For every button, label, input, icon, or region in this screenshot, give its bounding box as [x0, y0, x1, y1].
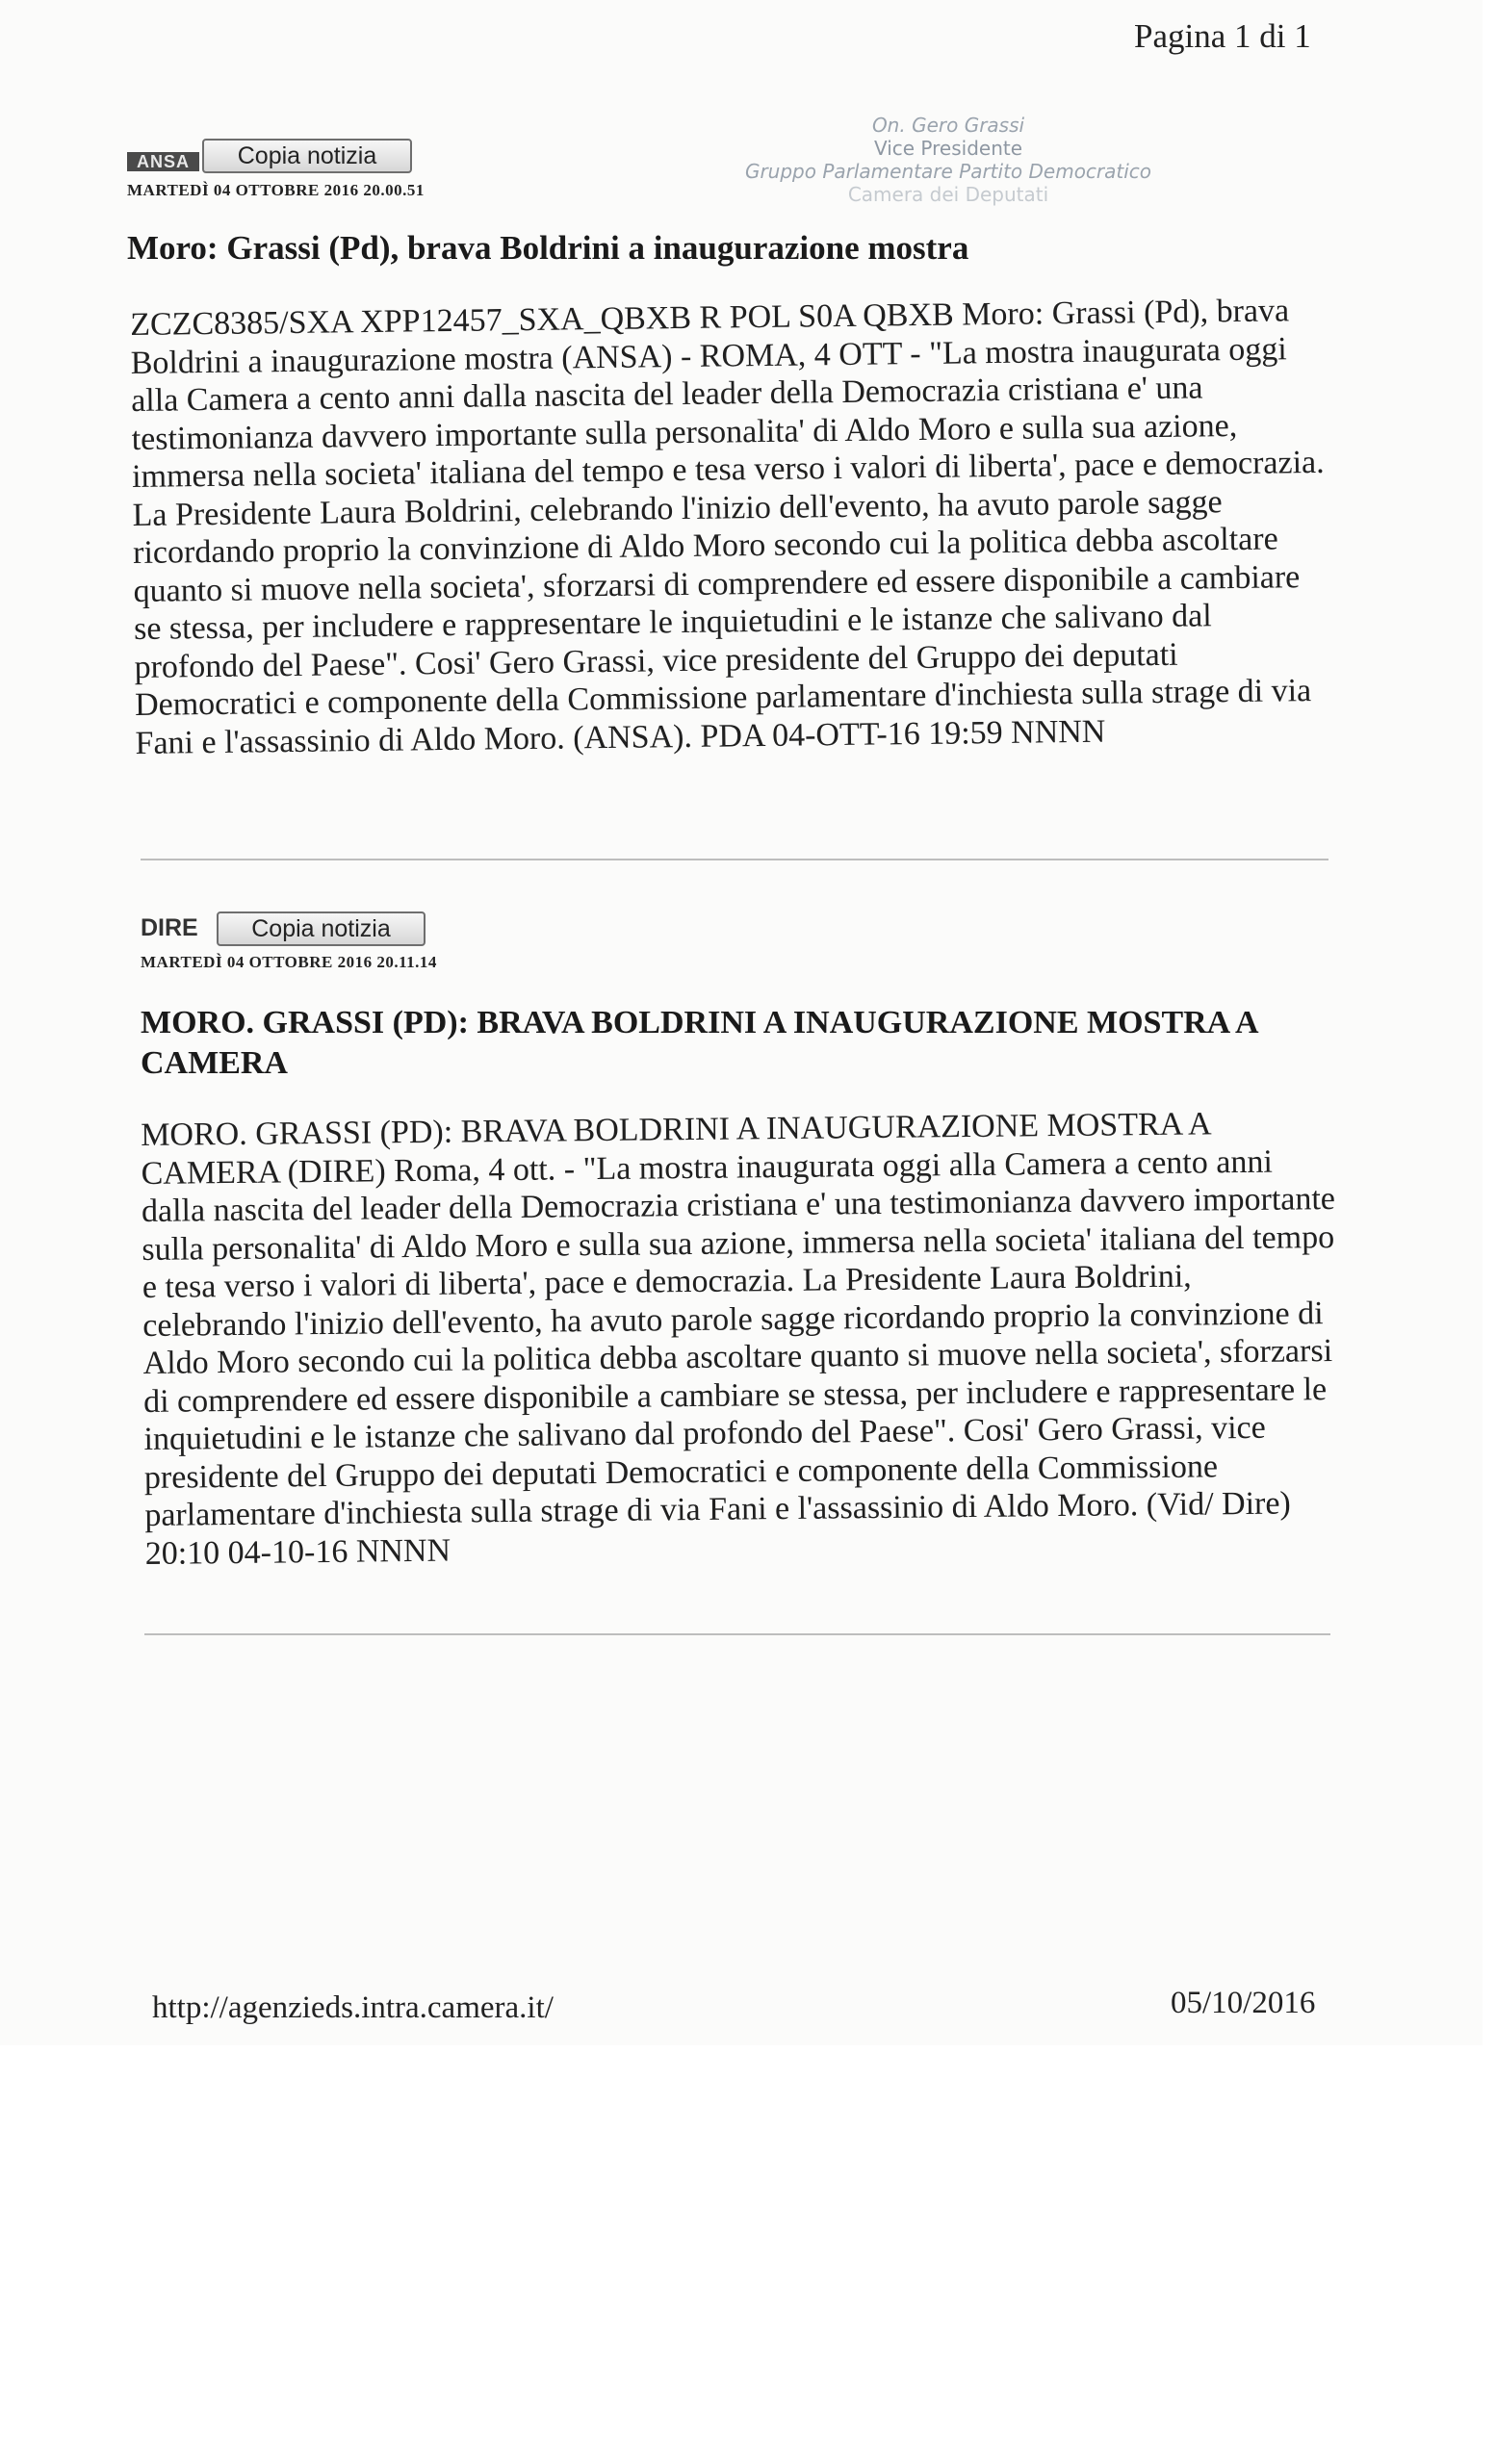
article-divider: [144, 1633, 1330, 1635]
page-number: Pagina 1 di 1: [1134, 17, 1311, 55]
deputy-stamp: [722, 114, 1174, 206]
stamp-group: Gruppo Parlamentare Partito Democratico: [744, 160, 1152, 183]
stamp-chamber: Camera dei Deputati: [847, 183, 1049, 206]
article-body: ZCZC8385/SXA XPP12457_SXA_QBXB R POL S0A QBXB Moro: Grassi (Pd), brava Boldrini a inaugurazione mostra (ANSA) - ROMA, 4 OTT - "La mostra inaugurata oggi alla Camera a cento anni dalla nascita del leader della Democrazia cristiana e' una testimonianza davvero importante sulla personalita' di Aldo Moro e sulla sua azione, immersa nella societa' italiana del tempo e tesa verso i valori di liberta', pace e democrazia. La Presidente Laura Boldrini, celebrando l'inizio dell'evento, ha avuto parole sagge ricordando proprio la convinzione di Aldo Moro secondo cui la politica debba ascoltare quanto si muove nella societa', sforzarsi di comprendere ed essere disponibile a cambiare se stessa, per includere e rappresentare le inquietudini e le istanze che salivano dal profondo del Paese". Cosi' Gero Grassi, vice presidente del Gruppo dei deputati Democratici e componente della Commissione parlamentare d'inchiesta sulla strage di via Fani e l'assassinio di Aldo Moro. (ANSA). PDA 04-OTT-16 19:59 NNNN: [130, 293, 1325, 761]
stamp-name: On. Gero Grassi: [871, 114, 1025, 137]
article-dateline: MARTEDÌ 04 OTTOBRE 2016 20.00.51: [127, 181, 425, 199]
ansa-logo: ANSA: [127, 152, 199, 171]
footer-date: 05/10/2016: [1171, 1986, 1316, 2020]
copy-news-button[interactable]: Copia notizia: [202, 139, 412, 173]
article-divider: [141, 859, 1328, 860]
article-headline: Moro: Grassi (Pd), brava Boldrini a inaugurazione mostra: [127, 229, 969, 267]
article-dateline: MARTEDÌ 04 OTTOBRE 2016 20.11.14: [141, 953, 437, 971]
stamp-role: Vice Presidente: [873, 137, 1023, 160]
article-body: MORO. GRASSI (PD): BRAVA BOLDRINI A INAUGURAZIONE MOSTRA A CAMERA (DIRE) Roma, 4 ott. - "La mostra inaugurata oggi alla Camera a cento anni dalla nascita del leader della Democrazia cristiana e' una testimonianza davvero importante sulla personalita' di Aldo Moro e sulla sua azione, immersa nella societa' italiana del tempo e tesa verso i valori di liberta', pace e democrazia. La Presidente Laura Boldrini, celebrando l'inizio dell'evento, ha avuto parole sagge ricordando proprio la convinzione di Aldo Moro secondo cui la politica debba ascoltare quanto si muove nella societa', sforzarsi di comprendere ed essere disponibile a cambiare se stessa, per includere e rappresentare le inquietudini e le istanze che salivano dal profondo del Paese". Cosi' Gero Grassi, vice presidente del Gruppo dei deputati Democratici e componente della Commissione parlamentare d'inchiesta sulla strage di via Fani e l'assassinio di Aldo Moro. (Vid/ Dire) 20:10 04-10-16 NNNN: [141, 1106, 1336, 1572]
article-headline: MORO. GRASSI (PD): BRAVA BOLDRINI A INAUGURAZIONE MOSTRA A CAMERA: [141, 1005, 1257, 1081]
footer-url[interactable]: http://agenzieds.intra.camera.it/: [152, 1990, 554, 2025]
copy-news-button[interactable]: Copia notizia: [217, 911, 426, 946]
dire-logo: DIRE: [141, 914, 198, 941]
